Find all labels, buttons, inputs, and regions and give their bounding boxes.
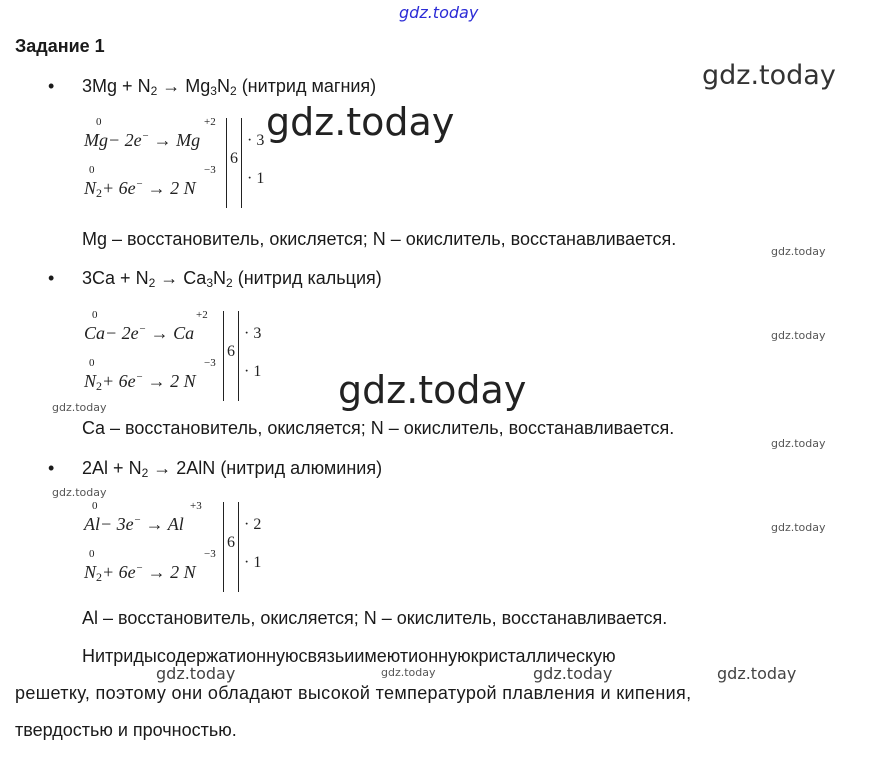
- summary-3: Al – восстановитель, окисляется; N – окислитель, восстанавливается.: [82, 608, 668, 628]
- watermark-medium: gdz.today: [702, 60, 836, 91]
- summary-1: Mg – восстановитель, окисляется; N – окислитель, восстанавливается.: [82, 229, 677, 249]
- watermark-small: gdz.today: [52, 486, 107, 499]
- redox-scheme-2: 0 Ca− 2e− → Ca +2 0 $N_2+ 6e^- \to 2$ N −3 6 · 3 · 1: [84, 305, 274, 400]
- conclusion-word: связь: [298, 646, 345, 666]
- watermark-small: gdz.today: [533, 664, 613, 683]
- conclusion-word: и: [344, 646, 355, 666]
- watermark-small: gdz.today: [717, 664, 797, 683]
- equation-2: $3Ca + N_2 \to Ca_3N_2$ (нитрид кальция): [82, 268, 382, 290]
- bullet: •: [48, 268, 55, 288]
- watermark-small: gdz.today: [156, 664, 236, 683]
- watermark-big-1: gdz.today: [266, 100, 455, 144]
- conclusion-line-1: [15, 638, 873, 675]
- equation-3: $2Al + N_2 \to 2AlN$ (нитрид алюминия): [82, 458, 383, 480]
- equation-1: $3Mg + N_2 \to Mg_3N_2$ (нитрид магния): [82, 76, 377, 98]
- bullet: •: [48, 76, 55, 96]
- watermark-small: gdz.today: [771, 521, 826, 534]
- redox-scheme-3: 0 Al− 3e− → Al +3 0 $N_2+ 6e^- \to 2$ N −3 6 · 2 · 1: [84, 496, 274, 591]
- conclusion-line-3: твердостью и прочностью.: [15, 720, 237, 740]
- conclusion-word: кристаллическую: [470, 646, 616, 666]
- watermark-small: gdz.today: [771, 329, 826, 342]
- conclusion-word: имеют: [354, 646, 409, 666]
- conclusion-paragraph: [15, 638, 873, 749]
- conclusion-word: ионную: [408, 646, 471, 666]
- conclusion-line-2: решетку, поэтому они обладают высокой температурой плавления и кипения,: [15, 683, 692, 703]
- bullet: •: [48, 458, 55, 478]
- conclusion-word: содержат: [156, 646, 237, 666]
- watermark-small: gdz.today: [771, 245, 826, 258]
- watermark-top: gdz.today: [399, 3, 479, 22]
- watermark-small: gdz.today: [771, 437, 826, 450]
- watermark-big-2: gdz.today: [338, 368, 527, 412]
- redox-scheme-1: 0 Mg− 2e− → Mg +2 0 $N_2+ 6e^- \to 2$ N −3 6 · 3 · 1: [84, 112, 274, 207]
- watermark-small: gdz.today: [52, 401, 107, 414]
- watermark-small: gdz.today: [381, 666, 436, 679]
- conclusion-word: ионную: [236, 646, 299, 666]
- conclusion-word: Нитриды: [82, 646, 157, 666]
- task-title: Задание 1: [15, 36, 105, 56]
- summary-2: Ca – восстановитель, окисляется; N – окислитель, восстанавливается.: [82, 418, 675, 438]
